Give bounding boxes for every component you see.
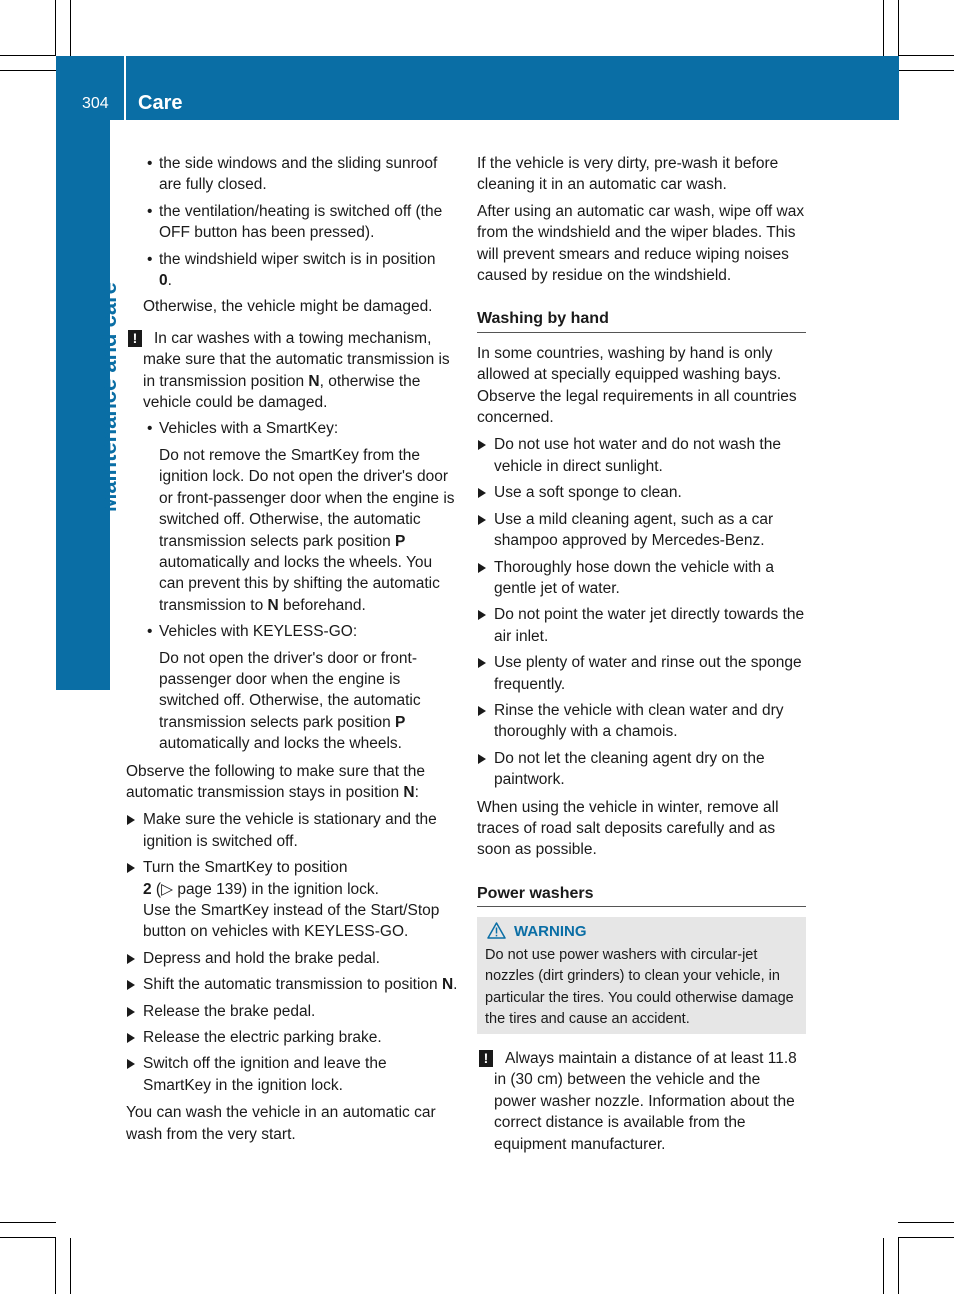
note-text: In car washes with a towing mechanism, make sure that the automatic transmission is in transmission position <box>143 329 450 390</box>
action-step: Release the electric parking brake. <box>126 1027 458 1048</box>
list-item <box>126 201 458 244</box>
heading-power-washers: Power washers <box>477 883 806 907</box>
crop-mark <box>55 1238 56 1294</box>
keyless-label: Vehicles with KEYLESS-GO: <box>159 623 358 641</box>
crop-mark <box>898 55 954 56</box>
action-step: Use a mild cleaning agent, such as a car shampoo approved by Mercedes-Benz. <box>477 509 806 552</box>
exclamation-icon: ! <box>479 1050 493 1067</box>
crop-mark <box>55 0 56 56</box>
list-item <box>126 153 458 196</box>
exclamation-icon: ! <box>128 330 142 347</box>
crop-mark <box>898 1238 899 1294</box>
arrow-right-icon <box>478 658 486 668</box>
note-power-washer <box>477 1048 806 1155</box>
crop-mark <box>883 1238 884 1294</box>
bullet-dot-icon: • <box>147 250 153 268</box>
action-step: Do not point the water jet directly towards the air inlet. <box>477 604 806 647</box>
note-text: Always maintain a distance of at least 11.8 in (30 cm) between the vehicle and the power washer nozzle. Information about the correct distance is available from the equipment manufacturer. <box>494 1050 797 1153</box>
bullet-dot-icon: • <box>147 420 153 438</box>
action-step: Shift the automatic transmission to position N. <box>126 974 458 995</box>
action-step: Use a soft sponge to clean. <box>477 482 806 503</box>
list-item-text: the ventilation/heating is switched off (the OFF button has been pressed). <box>159 202 443 242</box>
left-column <box>126 153 458 1145</box>
crop-mark <box>898 1222 954 1223</box>
crop-mark <box>70 0 71 56</box>
arrow-right-icon <box>127 1059 135 1069</box>
arrow-right-icon <box>127 954 135 964</box>
warning-triangle-icon <box>487 922 506 939</box>
side-tab-label: Maintenance and care <box>96 282 121 512</box>
smartkey-text: Do not remove the SmartKey from the ignition lock. Do not open the driver's door or front-passenger door when the engine is switched off. Otherwise, the automatic transmission selects park position P automatically and locks the wheels. You can prevent this by shifting the automatic transmission to N beforehand. <box>159 446 455 614</box>
crop-mark <box>883 0 884 56</box>
otherwise-text: Otherwise, the vehicle might be damaged. <box>143 298 433 316</box>
page-number: 304 <box>82 95 109 112</box>
warning-text: Do not use power washers with circular-jet nozzles (dirt grinders) to clean your vehicle, in particular the tires. You could otherwise damage the tires and cause an accident. <box>485 947 794 1027</box>
bullet-dot-icon: • <box>147 155 153 172</box>
list-item-keyless <box>126 621 458 642</box>
smartkey-label: Vehicles with a SmartKey: <box>159 420 339 438</box>
list-item-text: the windshield wiper switch is in position <box>159 250 436 268</box>
bullet-dot-icon: • <box>147 202 153 220</box>
list-item-smartkey <box>126 418 458 439</box>
header-divider <box>124 56 126 120</box>
bullet-dot-icon: • <box>147 623 153 641</box>
note-bold: N <box>308 372 320 390</box>
crop-mark <box>898 70 954 71</box>
note-towing <box>126 328 458 414</box>
crop-mark <box>0 1237 56 1238</box>
arrow-right-icon <box>127 1007 135 1017</box>
action-step: Do not use hot water and do not wash the vehicle in direct sunlight. <box>477 434 806 477</box>
list-item-text: the side windows and the sliding sunroof are fully closed. <box>159 155 438 194</box>
paragraph: After using an automatic car wash, wipe off wax from the windshield and the wiper blades. This will prevent smears and reduce wiping noises caused by residue on the windshield. <box>477 202 805 285</box>
action-step: Depress and hold the brake pedal. <box>126 948 458 969</box>
action-step: Switch off the ignition and leave the SmartKey in the ignition lock. <box>126 1053 458 1096</box>
crop-mark <box>0 70 56 71</box>
paragraph: In some countries, washing by hand is only allowed at specially equipped washing bays. Observe the legal requirements in all countries concerned. <box>477 344 797 427</box>
arrow-right-icon <box>478 754 486 764</box>
wiper-position-value: 0 <box>159 272 168 290</box>
warning-box <box>477 917 806 1034</box>
crop-mark <box>898 1237 954 1238</box>
keyless-text: Do not open the driver's door or front-passenger door when the engine is switched off. Otherwise, the automatic transmission selects park position P automatically and locks the wheels. <box>159 649 421 753</box>
section-title: Care <box>138 92 183 114</box>
paragraph: If the vehicle is very dirty, pre-wash it before cleaning it in an automatic car wash. <box>477 155 779 194</box>
closing-text: You can wash the vehicle in an automatic car wash from the very start. <box>126 1104 436 1143</box>
arrow-right-icon <box>127 815 135 825</box>
arrow-right-icon <box>478 563 486 573</box>
arrow-right-icon <box>478 706 486 716</box>
paragraph: When using the vehicle in winter, remove all traces of road salt deposits carefully and as soon as possible. <box>477 798 779 859</box>
action-step: Use plenty of water and rinse out the sponge frequently. <box>477 652 806 695</box>
arrow-right-icon <box>127 1033 135 1043</box>
heading-washing-by-hand: Washing by hand <box>477 308 806 332</box>
note-text: , otherwise the vehicle could be damaged. <box>143 372 421 412</box>
list-item: • the windshield wiper switch is in position 0. <box>147 250 436 290</box>
arrow-right-icon <box>478 610 486 620</box>
arrow-right-icon <box>478 515 486 525</box>
action-step: Do not let the cleaning agent dry on the paintwork. <box>477 748 806 791</box>
arrow-right-icon <box>127 980 135 990</box>
right-column <box>477 153 806 1155</box>
observe-text: Observe the following to make sure that the automatic transmission stays in position N: <box>126 762 425 801</box>
page-reference: (▷ page 139) in the ignition lock. <box>151 880 379 898</box>
arrow-right-icon <box>127 863 135 873</box>
action-step: Release the brake pedal. <box>126 1001 458 1022</box>
crop-mark <box>0 1222 56 1223</box>
warning-title: WARNING <box>485 921 798 943</box>
crop-mark <box>0 55 56 56</box>
action-step: Turn the SmartKey to position 2 (▷ page 139) in the ignition lock. Use the SmartKey instead of the Start/Stop button on vehicles with KEYLESS-GO. <box>126 857 458 943</box>
action-step: Thoroughly hose down the vehicle with a gentle jet of water. <box>477 557 806 600</box>
arrow-right-icon <box>478 440 486 450</box>
action-step: Make sure the vehicle is stationary and the ignition is switched off. <box>126 809 458 852</box>
crop-mark <box>898 0 899 56</box>
arrow-right-icon <box>478 488 486 498</box>
action-step: Rinse the vehicle with clean water and dry thoroughly with a chamois. <box>477 700 806 743</box>
crop-mark <box>70 1238 71 1294</box>
